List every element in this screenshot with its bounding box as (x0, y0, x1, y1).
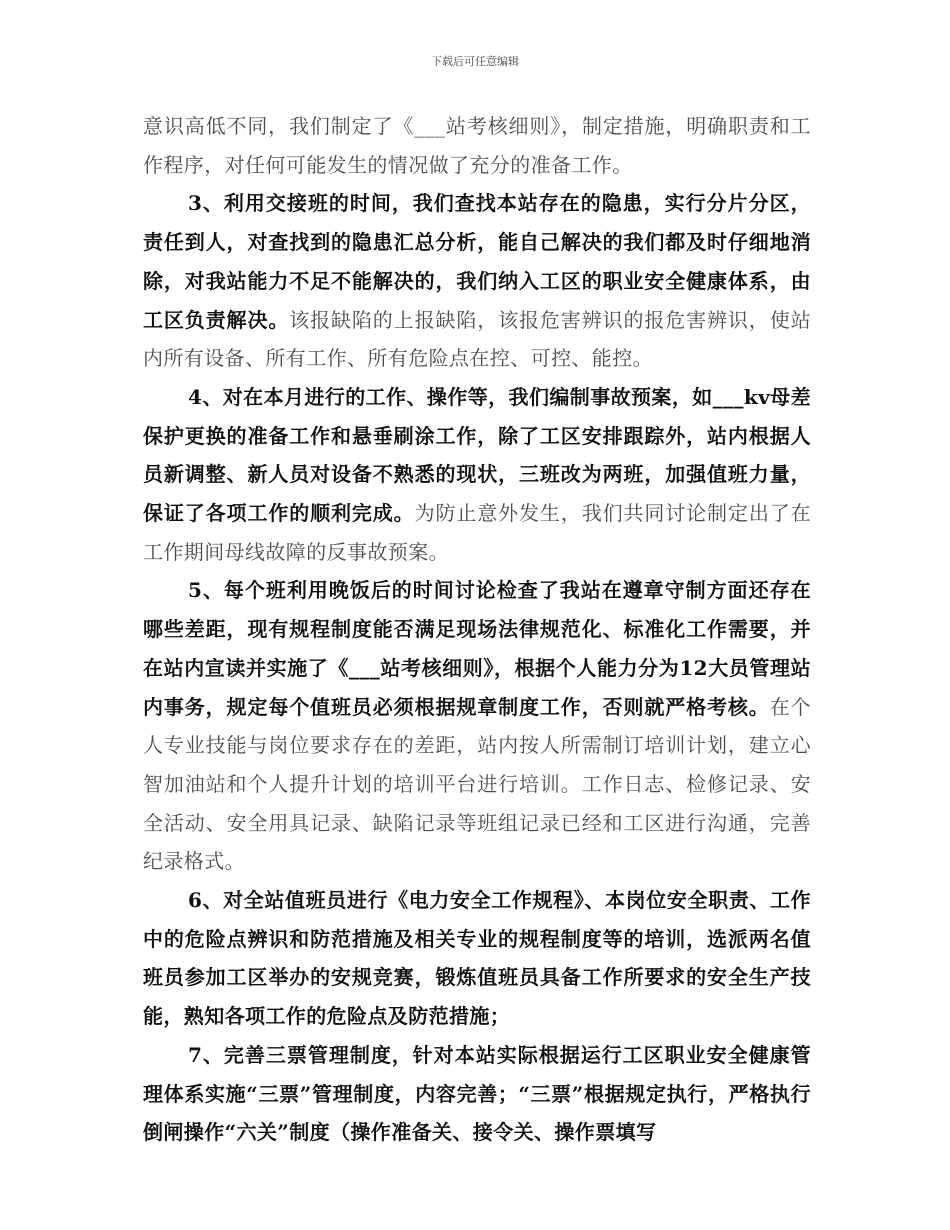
document-body (143, 107, 811, 1152)
paragraph-1 (143, 107, 811, 184)
paragraph-bold-text: 7、完善三票管理制度，针对本站实际根据运行工区职业安全健康管理体系实施“三票”管理制度，内容完善；“三票”根据规定执行，严格执行倒闸操作“六关”制度（操作准备关、接令关、操作票填写 (143, 1042, 811, 1145)
paragraph-bold-text: 6、对全站值班员进行《电力安全工作规程》、本岗位安全职责、工作中的危险点辨识和防范措施及相关专业的规程制度等的培训，选派两名值班员参加工区举办的安规竞赛，锻炼值班员具备工作所要求的安全生产技能，熟知各项工作的危险点及防范措施； (143, 888, 811, 1029)
paragraph-2 (143, 184, 811, 378)
paragraph-normal-text: 在个人专业技能与岗位要求存在的差距，站内按人所需制订培训计划，建立心智加油站和个人提升计划的培训平台进行培训。工作日志、检修记录、安全活动、安全用具记录、缺陷记录等班组记录已经和工区进行沟通，完善纪录格式。 (143, 694, 811, 874)
paragraph-3 (143, 378, 811, 572)
paragraph-4 (143, 571, 811, 881)
paragraph-bold-text: 4、对在本月进行的工作、操作等，我们编制事故预案，如___kv母差保护更换的准备工作和悬垂刷涂工作，除了工区安排跟踪外，站内根据人员新调整、新人员对设备不熟悉的现状，三班改为两班，加强值班力量，保证了各项工作的顺利完成。 (143, 384, 811, 526)
paragraph-5 (143, 881, 811, 1036)
paragraph-bold-text: 5、每个班利用晚饭后的时间讨论检查了我站在遵章守制方面还存在哪些差距，现有规程制度能否满足现场法律规范化、标准化工作需要，并在站内宣读并实施了《___站考核细则》，根据个人能力分为12大员管理站内事务，规定每个值班员必须根据规章制度工作，否则就严格考核。 (143, 578, 811, 719)
page-header: 下载后可任意编辑 (431, 55, 519, 68)
paragraph-normal-text: 为防止意外发生，我们共同讨论制定出了在工作期间母线故障的反事故预案。 (143, 501, 811, 564)
paragraph-6 (143, 1036, 811, 1152)
paragraph-normal-text: 意识高低不同，我们制定了《___站考核细则》，制定措施，明确职责和工作程序，对任何可能发生的情况做了充分的准备工作。 (143, 114, 811, 177)
paragraph-normal-text: 该报缺陷的上报缺陷，该报危害辨识的报危害辨识，使站内所有设备、所有工作、所有危险点在控、可控、能控。 (143, 307, 811, 371)
paragraph-bold-text: 3、利用交接班的时间，我们查找本站存在的隐患，实行分片分区，责任到人，对查找到的隐患汇总分析，能自己解决的我们都及时仔细地消除，对我站能力不足不能解决的，我们纳入工区的职业安全健康体系，由工区负责解决。 (143, 191, 811, 332)
